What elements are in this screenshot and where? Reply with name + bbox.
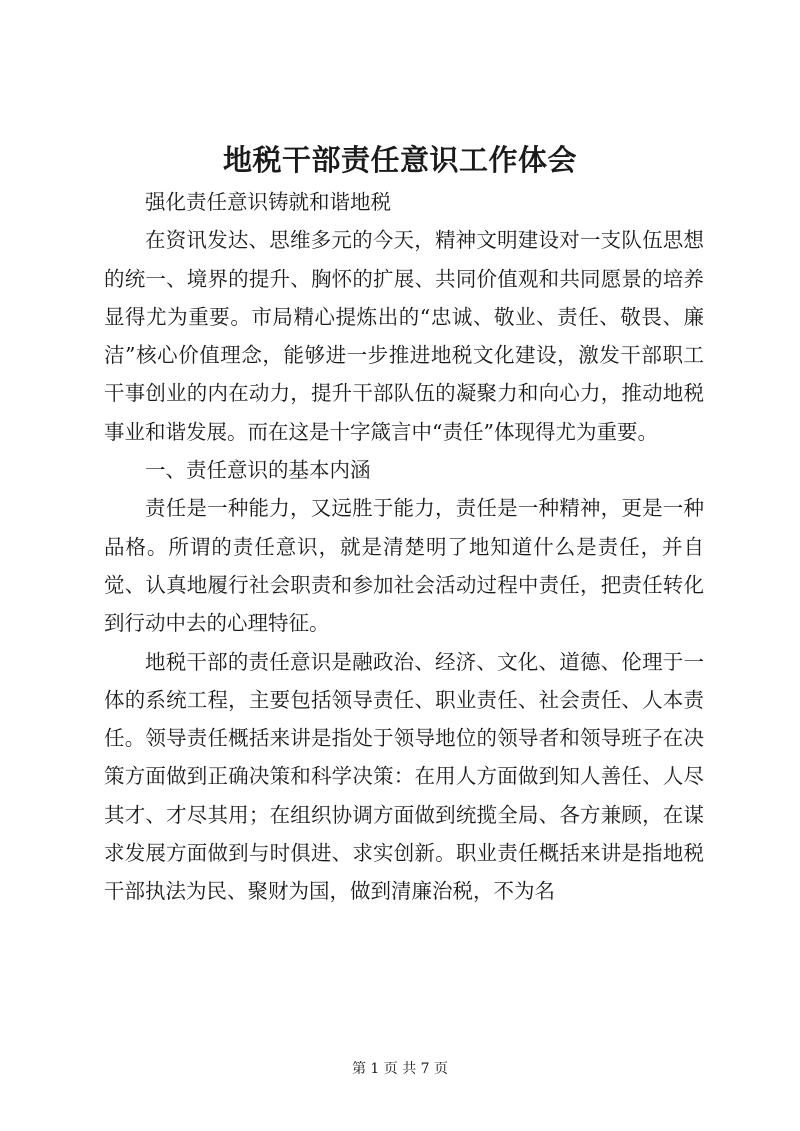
document-body [104, 183, 704, 911]
page-footer: 第 1 页 共 7 页 [351, 1061, 449, 1077]
section-heading: 一、责任意识的基本内涵 [145, 458, 371, 483]
document-title: 地税干部责任意识工作体会 [222, 143, 577, 177]
paragraph: 责任是一种能力，又远胜于能力，责任是一种精神，更是一种品格。所谓的责任意识，就是清楚明了地知道什么是责任，并自觉、认真地履行社会职责和参加社会活动过程中责任，把责任转化到行动中去的心理特征。 [104, 496, 704, 636]
paragraph: 在资讯发达、思维多元的今天，精神文明建设对一支队伍思想的统一、境界的提升、胸怀的扩展、共同价值观和共同愿景的培养显得尤为重要。市局精心提炼出的“忠诚、敬业、责任、敬畏、廉洁”核心价值理念，能够进一步推进地税文化建设，激发干部职工干事创业的内在动力，提升干部队伍的凝聚力和向心力，推动地税事业和谐发展。而在这是十字箴言中“责任”体现得尤为重要。 [104, 228, 704, 444]
paragraph: 地税干部的责任意识是融政治、经济、文化、道德、伦理于一体的系统工程，主要包括领导责任、职业责任、社会责任、人本责任。领导责任概括来讲是指处于领导地位的领导者和领导班子在决策方面做到正确决策和科学决策：在用人方面做到知人善任、人尽其才、才尽其用；在组织协调方面做到统揽全局、各方兼顾，在谋求发展方面做到与时俱进、求实创新。职业责任概括来讲是指地税干部执法为民、聚财为国，做到清廉治税，不为名 [104, 649, 704, 904]
paragraph-subtitle: 强化责任意识铸就和谐地税 [145, 190, 391, 214]
